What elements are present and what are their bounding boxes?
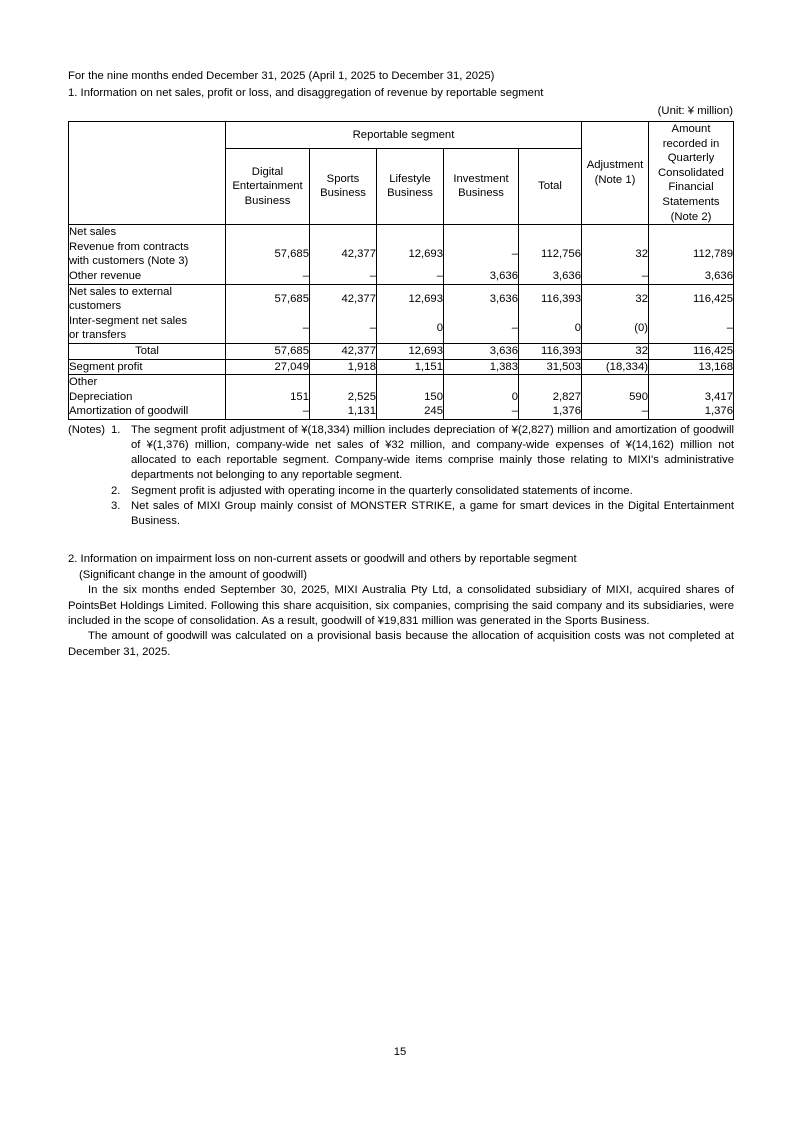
row-label-intersegment (69, 314, 226, 344)
section-2-subheading: (Significant change in the amount of goodwill) (79, 568, 307, 581)
cell-amortization-sports: 1,131 (310, 404, 377, 419)
cell-other-revenue-sports: – (310, 269, 377, 284)
row-label-segment-profit: Segment profit (69, 359, 226, 375)
row-label-total: Total (69, 343, 226, 359)
cell-total-adjustment: 32 (582, 343, 649, 359)
table-row-amortization-of-goodwill (69, 404, 734, 419)
cell-net-sales-header-adjustment (582, 225, 649, 240)
cell-revenue-investment: – (444, 240, 519, 269)
cell-other-revenue-lifestyle: – (377, 269, 444, 284)
cell-segment-profit-total: 31,503 (519, 359, 582, 375)
cell-revenue-amount: 112,789 (649, 240, 734, 269)
row-label-intersegment-line2: or transfers (69, 329, 127, 342)
cell-external-adjustment: 32 (582, 284, 649, 314)
cell-intersegment-sports: – (310, 314, 377, 344)
cell-other-header-lifestyle (377, 375, 444, 390)
cell-amortization-lifestyle: 245 (377, 404, 444, 419)
header-investment-line1: Investment (453, 172, 509, 185)
cell-other-revenue-amount: 3,636 (649, 269, 734, 284)
row-label-other-revenue: Other revenue (69, 269, 226, 284)
cell-other-header-digital (226, 375, 310, 390)
cell-net-sales-header-lifestyle (377, 225, 444, 240)
table-row-net-sales-external (69, 284, 734, 314)
note-item-1 (68, 423, 734, 484)
cell-other-header-sports (310, 375, 377, 390)
cell-revenue-total: 112,756 (519, 240, 582, 269)
cell-external-lifestyle: 12,693 (377, 284, 444, 314)
header-amount-line2: recorded in (662, 137, 720, 150)
intro-line-2: 1. Information on net sales, profit or loss, and disaggregation of revenue by reportable segment (68, 86, 544, 99)
cell-amortization-digital: – (226, 404, 310, 419)
cell-depreciation-digital: 151 (226, 390, 310, 405)
header-digital-line1: Digital (251, 165, 284, 178)
cell-depreciation-total: 2,827 (519, 390, 582, 405)
cell-intersegment-lifestyle: 0 (377, 314, 444, 344)
header-total: Total (519, 148, 582, 225)
cell-revenue-sports: 42,377 (310, 240, 377, 269)
row-label-intersegment-line1: Inter-segment net sales (69, 314, 188, 327)
table-row-net-sales-header (69, 225, 734, 240)
cell-total-digital: 57,685 (226, 343, 310, 359)
cell-external-amount: 116,425 (649, 284, 734, 314)
header-reportable-segment: Reportable segment (226, 122, 582, 149)
row-label-external-line1: Net sales to external (69, 285, 172, 298)
unit-note: (Unit: ¥ million) (657, 105, 733, 117)
header-sports-line2: Business (320, 187, 366, 200)
cell-total-investment: 3,636 (444, 343, 519, 359)
cell-intersegment-digital: – (226, 314, 310, 344)
header-amount-line6: Statements (662, 195, 720, 208)
header-digital-line3: Business (244, 194, 291, 207)
header-amount-line7: (Note 2) (670, 210, 712, 223)
cell-other-revenue-investment: 3,636 (444, 269, 519, 284)
table-row-other-revenue (69, 269, 734, 284)
header-amount-line4: Consolidated (658, 166, 724, 179)
cell-other-header-amount (649, 375, 734, 390)
cell-total-amount: 116,425 (649, 343, 734, 359)
cell-depreciation-adjustment: 590 (582, 390, 649, 405)
cell-net-sales-header-total (519, 225, 582, 240)
header-adjustment (582, 122, 649, 225)
header-lifestyle-line2: Business (387, 187, 433, 200)
cell-depreciation-investment: 0 (444, 390, 519, 405)
cell-revenue-adjustment: 32 (582, 240, 649, 269)
cell-net-sales-header-digital (226, 225, 310, 240)
row-label-amortization: Amortization of goodwill (69, 404, 226, 419)
cell-net-sales-header-amount (649, 225, 734, 240)
row-label-other: Other (69, 375, 226, 390)
note-text-2: Segment profit is adjusted with operating income in the quarterly consolidated statements of income. (131, 484, 633, 497)
row-label-net-sales: Net sales (69, 225, 226, 240)
header-amount-line5: Financial (668, 181, 714, 194)
row-label-revenue-from-contracts (69, 240, 226, 269)
cell-external-total: 116,393 (519, 284, 582, 314)
row-label-revenue-line2: with customers (Note 3) (69, 255, 189, 268)
header-amount-line1: Amount (671, 123, 711, 135)
cell-amortization-amount: 1,376 (649, 404, 734, 419)
cell-other-header-adjustment (582, 375, 649, 390)
cell-segment-profit-adjustment: (18,334) (582, 359, 649, 375)
cell-external-investment: 3,636 (444, 284, 519, 314)
cell-segment-profit-lifestyle: 1,151 (377, 359, 444, 375)
cell-segment-profit-digital: 27,049 (226, 359, 310, 375)
cell-revenue-lifestyle: 12,693 (377, 240, 444, 269)
page-number: 15 (393, 1046, 407, 1058)
cell-other-revenue-adjustment: – (582, 269, 649, 284)
header-lifestyle-line1: Lifestyle (389, 172, 431, 185)
header-digital-entertainment-business (226, 148, 310, 225)
note-text-1: The segment profit adjustment of ¥(18,334) million includes depreciation of ¥(2,827) million and amortization of goodwill of ¥(1,376) million, company-wide net sales of ¥32 million, and company-wide expenses of ¥(14,162) million not allocated to each reportable segment. Company-wide items comprise mainly those relating to MIXI's administrative departments not belonging to any reportable segment. (131, 423, 734, 482)
note-number-2: 2. (111, 484, 121, 497)
table-header-row-group (69, 122, 734, 149)
row-label-external-line2: customers (69, 300, 122, 313)
cell-total-lifestyle: 12,693 (377, 343, 444, 359)
section-2 (68, 552, 734, 660)
cell-depreciation-sports: 2,525 (310, 390, 377, 405)
table-row-depreciation (69, 390, 734, 405)
header-amount-recorded (649, 122, 734, 225)
row-label-net-sales-external (69, 284, 226, 314)
section-2-paragraph-1: In the six months ended September 30, 2025, MIXI Australia Pty Ltd, a consolidated subsidiary of MIXI, acquired shares of PointsBet Holdings Limited. Following this share acquisition, six companies, comprising the said company and its subsidiaries, were included in the scope of consolidation. As a result, goodwill of ¥19,831 million was generated in the Sports Business. (68, 584, 734, 627)
note-item-2 (68, 484, 734, 499)
header-digital-line2: Entertainment (232, 180, 303, 193)
cell-external-digital: 57,685 (226, 284, 310, 314)
note-number-1: 1. (111, 423, 121, 436)
notes-section (68, 423, 734, 529)
cell-other-revenue-total: 3,636 (519, 269, 582, 284)
section-2-paragraph-2: The amount of goodwill was calculated on a provisional basis because the allocation of acquisition costs was not completed at December 31, 2025. (68, 630, 734, 658)
header-sports-business (310, 148, 377, 225)
note-item-3 (68, 499, 734, 529)
header-lifestyle-business (377, 148, 444, 225)
header-blank-corner (69, 122, 226, 225)
cell-intersegment-total: 0 (519, 314, 582, 344)
cell-amortization-adjustment: – (582, 404, 649, 419)
cell-amortization-total: 1,376 (519, 404, 582, 419)
row-label-depreciation: Depreciation (69, 390, 226, 405)
header-adjustment-line1: Adjustment (586, 159, 644, 172)
intro-line-1: For the nine months ended December 31, 2025 (April 1, 2025 to December 31, 2025) (68, 70, 495, 82)
cell-net-sales-header-sports (310, 225, 377, 240)
table-row-other-header (69, 375, 734, 390)
header-amount-line3: Quarterly (667, 152, 715, 165)
row-label-revenue-line1: Revenue from contracts (69, 240, 189, 253)
cell-segment-profit-sports: 1,918 (310, 359, 377, 375)
table-row-segment-profit (69, 359, 734, 375)
cell-external-sports: 42,377 (310, 284, 377, 314)
cell-net-sales-header-investment (444, 225, 519, 240)
cell-other-header-investment (444, 375, 519, 390)
cell-total-total: 116,393 (519, 343, 582, 359)
cell-intersegment-amount: – (649, 314, 734, 344)
header-investment-business (444, 148, 519, 225)
header-adjustment-line2: (Note 1) (594, 174, 636, 187)
segment-information-table (68, 121, 734, 420)
cell-depreciation-lifestyle: 150 (377, 390, 444, 405)
notes-label: (Notes) (68, 423, 106, 436)
note-number-3: 3. (111, 499, 121, 512)
page-content (68, 68, 734, 660)
section-2-heading: 2. Information on impairment loss on non-current assets or goodwill and others by reportable segment (68, 553, 577, 566)
cell-amortization-investment: – (444, 404, 519, 419)
cell-intersegment-adjustment: (0) (582, 314, 649, 344)
table-row-total (69, 343, 734, 359)
header-investment-line2: Business (458, 187, 504, 200)
cell-other-header-total (519, 375, 582, 390)
header-sports-line1: Sports (326, 172, 360, 185)
cell-revenue-digital: 57,685 (226, 240, 310, 269)
cell-segment-profit-investment: 1,383 (444, 359, 519, 375)
cell-other-revenue-digital: – (226, 269, 310, 284)
cell-depreciation-amount: 3,417 (649, 390, 734, 405)
cell-intersegment-investment: – (444, 314, 519, 344)
cell-segment-profit-amount: 13,168 (649, 359, 734, 375)
note-text-3: Net sales of MIXI Group mainly consist of MONSTER STRIKE, a game for smart devices in the Digital Entertainment Business. (131, 499, 734, 528)
cell-total-sports: 42,377 (310, 343, 377, 359)
